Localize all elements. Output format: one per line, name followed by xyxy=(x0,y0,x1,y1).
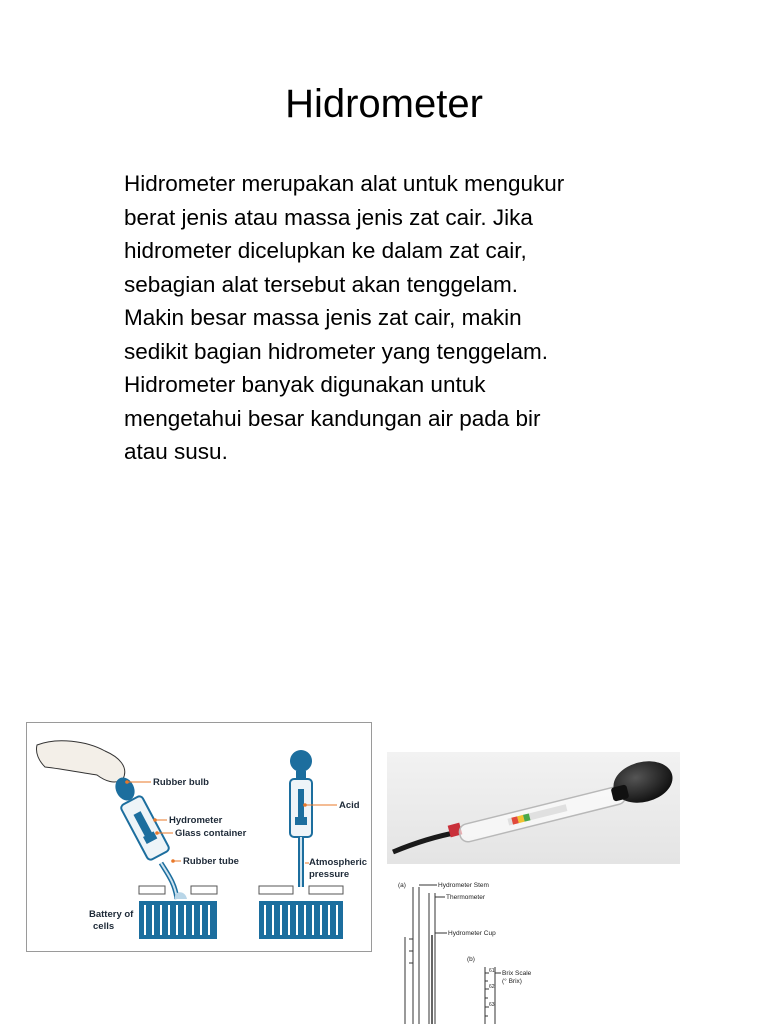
paragraph-line: sedikit bagian hidrometer yang tenggelam. xyxy=(124,338,549,364)
label-hydrometer-cup: Hydrometer Cup xyxy=(448,930,496,937)
battery-right xyxy=(259,886,343,939)
label-rubber-tube: Rubber tube xyxy=(183,856,239,867)
paragraph-line: mengetahui besar kandungan air pada bir xyxy=(124,405,541,431)
label-a: (a) xyxy=(398,882,406,889)
label-rubber-bulb: Rubber bulb xyxy=(153,777,209,788)
paragraph-line: Hidrometer merupakan alat untuk mengukur xyxy=(124,171,565,196)
label-b: (b) xyxy=(467,956,475,963)
label-atmospheric-line1: Atmospheric xyxy=(309,857,368,868)
tick-63: 63 xyxy=(489,1002,495,1008)
brix-hydrometer-diagram xyxy=(395,877,532,1024)
paragraph-line: berat jenis atau massa jenis zat cair. Jika xyxy=(124,204,533,230)
battery-hydrometer-figure xyxy=(26,722,372,952)
label-hydrometer: Hydrometer xyxy=(169,815,223,826)
paragraph-line: Makin besar massa jenis zat cair, makin xyxy=(124,305,522,330)
hydrometer-photo xyxy=(387,752,680,864)
label-glass-container: Glass container xyxy=(175,828,247,839)
label-thermometer: Thermometer xyxy=(446,894,486,901)
battery-hydrometer-illustration xyxy=(27,723,371,951)
paragraph-line: Hidrometer banyak digunakan untuk xyxy=(124,372,486,397)
tick-62: 62 xyxy=(489,984,495,990)
label-brix-scale-line2: (° Brix) xyxy=(502,978,522,985)
tick-61: 61 xyxy=(489,968,495,974)
slide-title: Hidrometer xyxy=(285,82,483,126)
body-paragraph xyxy=(124,167,644,469)
hand-illustration xyxy=(36,741,124,782)
paragraph-line: atau susu. xyxy=(124,439,228,464)
label-atmospheric-line2: pressure xyxy=(309,869,350,880)
label-battery-line2: cells xyxy=(93,921,115,932)
hydrometer-photo-illustration xyxy=(387,752,680,864)
label-brix-scale-line1: Brix Scale xyxy=(502,970,532,977)
paragraph-line: sebagian alat tersebut akan tenggelam. xyxy=(124,271,519,297)
brix-hydrometer-illustration xyxy=(395,877,532,1024)
label-battery-line1: Battery of xyxy=(89,909,134,920)
rubber-bulb-right xyxy=(290,750,312,772)
label-acid: Acid xyxy=(339,800,360,811)
paragraph-line: hidrometer dicelupkan ke dalam zat cair, xyxy=(124,238,527,263)
label-hydrometer-stem: Hydrometer Stem xyxy=(438,882,489,889)
